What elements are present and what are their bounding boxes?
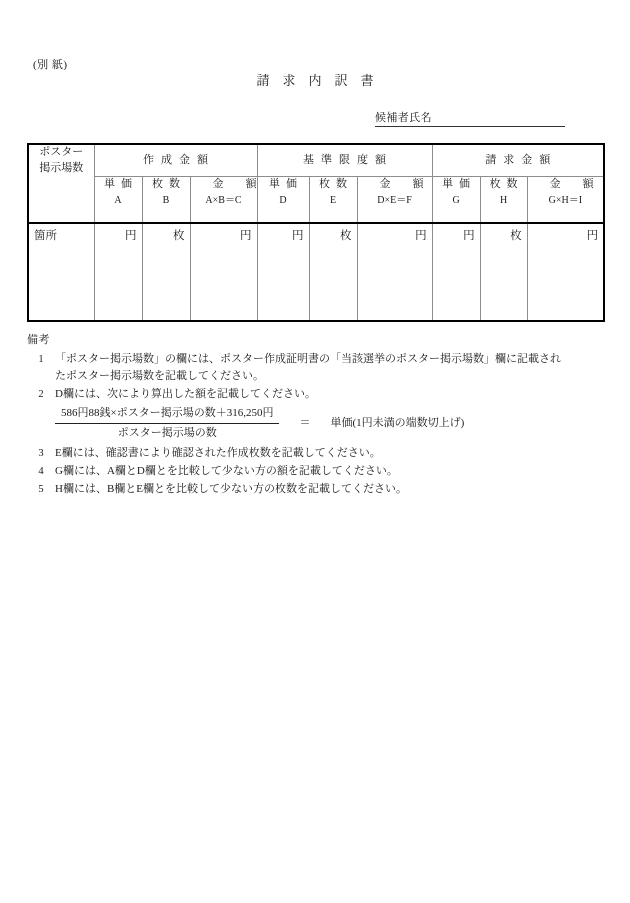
header-group-claim-amount: 請求金額 xyxy=(432,144,604,177)
unit-price-formula xyxy=(55,405,603,442)
remark-note-2 xyxy=(27,386,607,444)
remark-note-5 xyxy=(27,481,607,498)
remark-note-1-body xyxy=(55,351,607,385)
header-unit-price-g-code: G xyxy=(452,194,460,206)
remark-note-3-body xyxy=(55,445,607,462)
header-sheets-e xyxy=(309,177,357,223)
header-sheets-h-label: 枚数 xyxy=(489,178,524,190)
cell-poster-site-count[interactable] xyxy=(28,223,94,321)
header-unit-price-a-label: 単価 xyxy=(104,178,138,190)
remark-note-1-line2: たポスター掲示場数を記載してください。 xyxy=(55,370,264,383)
header-sheets-h-code: H xyxy=(499,194,508,206)
formula-result: 単価(1円未満の端数切上げ) xyxy=(330,417,465,430)
remark-note-5-body xyxy=(55,481,607,498)
header-sheets-b-code: B xyxy=(162,194,170,206)
header-group-standard-limit-amount: 基準限度額 xyxy=(257,144,432,177)
remark-note-2-number: 2 xyxy=(38,388,44,400)
header-amount-i-code: G×H＝I xyxy=(548,194,583,206)
header-poster-site-count-line2: 掲示場数 xyxy=(39,161,84,174)
header-sheets-b-label: 枚数 xyxy=(152,178,186,190)
header-sheets-e-code: E xyxy=(329,194,337,206)
candidate-name-field[interactable] xyxy=(375,109,565,127)
table-header-sub-row xyxy=(28,177,604,223)
attachment-label: (別 紙) xyxy=(33,59,68,71)
header-amount-f-code: D×E＝F xyxy=(377,194,412,206)
header-poster-site-count xyxy=(28,144,94,223)
remark-note-1 xyxy=(27,351,607,385)
cell-sheets-e[interactable] xyxy=(309,223,357,321)
remark-note-2-line1: D欄には、次により算出した額を記載してください。 xyxy=(55,388,316,401)
table-header-group-row xyxy=(28,144,604,177)
cell-amount-i-unit: 円 xyxy=(586,229,599,242)
remark-note-5-number: 5 xyxy=(38,483,44,495)
formula-numerator: 586円88銭×ポスター掲示場の数＋316,250円 xyxy=(55,405,279,424)
cell-amount-f[interactable] xyxy=(357,223,432,321)
cell-sheets-b-unit: 枚 xyxy=(173,229,185,242)
header-amount-c-label: 金額 xyxy=(212,178,279,190)
cell-amount-f-unit: 円 xyxy=(415,229,427,242)
formula-equals-sign: ＝ xyxy=(299,417,311,430)
header-amount-c-code: A×B＝C xyxy=(205,194,242,206)
cell-unit-price-a[interactable] xyxy=(94,223,142,321)
remark-note-3-number: 3 xyxy=(38,447,44,459)
cell-sheets-e-unit: 枚 xyxy=(340,229,352,242)
cell-poster-site-count-unit: 箇所 xyxy=(34,229,57,242)
remark-note-4-line1: G欄には、A欄とD欄とを比較して少ない方の額を記載してください。 xyxy=(55,465,398,478)
remark-note-4-number: 4 xyxy=(38,465,44,477)
candidate-name-value[interactable] xyxy=(432,112,565,125)
page-title: 請求内訳書 xyxy=(256,73,387,88)
formula-denominator: ポスター掲示場の数 xyxy=(117,427,217,440)
formula-fraction xyxy=(55,405,279,442)
header-unit-price-d-label: 単価 xyxy=(269,178,304,190)
cell-unit-price-g[interactable] xyxy=(432,223,480,321)
header-sheets-h xyxy=(480,177,527,223)
remark-note-1-number: 1 xyxy=(38,353,44,365)
header-amount-i-label: 金額 xyxy=(549,178,616,190)
remark-note-3-line1: E欄には、確認書により確認された作成枚数を記載してください。 xyxy=(55,447,381,460)
cell-unit-price-d[interactable] xyxy=(257,223,309,321)
cell-sheets-h[interactable] xyxy=(480,223,527,321)
header-sheets-e-label: 枚数 xyxy=(319,178,354,190)
header-sheets-b xyxy=(142,177,190,223)
header-amount-c xyxy=(190,177,279,223)
cell-amount-c[interactable] xyxy=(190,223,257,321)
table-row xyxy=(28,223,604,321)
remark-note-4 xyxy=(27,463,607,480)
header-unit-price-g-label: 単価 xyxy=(442,178,477,190)
cell-sheets-b[interactable] xyxy=(142,223,190,321)
header-unit-price-a-code: A xyxy=(114,194,122,206)
remark-note-4-body xyxy=(55,463,607,480)
header-unit-price-a xyxy=(94,177,142,223)
cell-amount-c-unit: 円 xyxy=(240,229,252,242)
remarks-section xyxy=(27,332,607,499)
remark-note-2-body xyxy=(55,386,607,444)
header-poster-site-count-line1: ポスター xyxy=(39,146,84,158)
candidate-name-label: 候補者氏名 xyxy=(375,112,432,124)
header-amount-i xyxy=(527,177,616,223)
cell-amount-i[interactable] xyxy=(527,223,604,321)
cell-unit-price-g-unit: 円 xyxy=(463,229,475,242)
remark-note-3 xyxy=(27,445,607,462)
header-amount-f-label: 金額 xyxy=(379,178,446,190)
billing-breakdown-table-wrapper xyxy=(27,143,616,322)
remark-note-5-line1: H欄には、B欄とE欄とを比較して少ない方の枚数を記載してください。 xyxy=(55,483,407,496)
header-unit-price-d-code: D xyxy=(279,194,287,206)
header-amount-f xyxy=(357,177,446,223)
cell-unit-price-d-unit: 円 xyxy=(292,229,304,242)
remarks-title: 備考 xyxy=(27,334,50,346)
remark-note-1-line1: 「ポスター掲示場数」の欄には、ポスター作成証明書の「当該選挙のポスター掲示場数」欄に記載され xyxy=(55,353,561,366)
billing-breakdown-table xyxy=(27,143,616,322)
cell-unit-price-a-unit: 円 xyxy=(125,229,137,242)
cell-sheets-h-unit: 枚 xyxy=(510,229,522,242)
header-group-production-amount: 作成金額 xyxy=(94,144,257,177)
